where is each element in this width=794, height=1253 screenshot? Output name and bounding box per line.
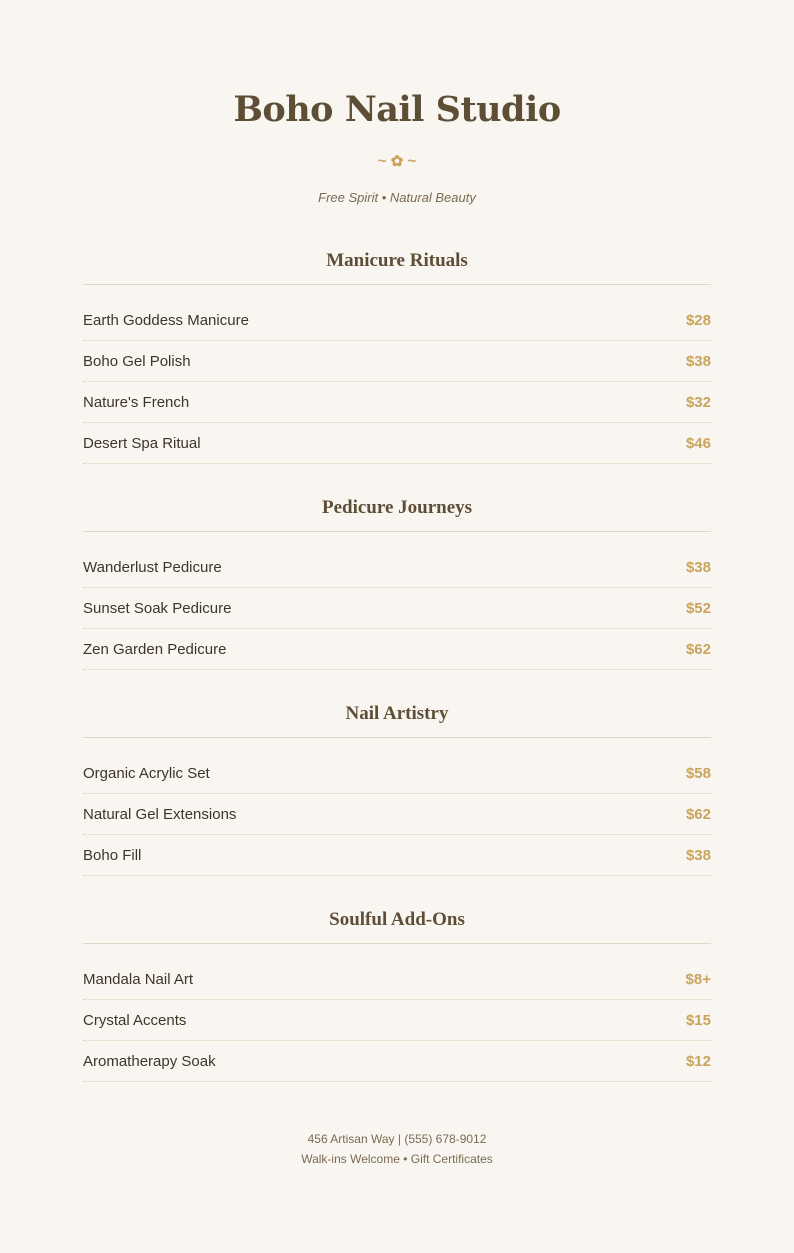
service-name: Boho Fill [83,846,142,864]
service-item [83,835,711,876]
service-name: Desert Spa Ritual [83,434,201,452]
service-list [83,753,711,876]
service-name: Organic Acrylic Set [83,764,210,782]
service-price: $28 [685,311,711,329]
service-price: $12 [685,1052,711,1070]
service-list [83,547,711,670]
address-phone: 456 Artisan Way | (555) 678-9012 [307,1132,487,1146]
service-name: Nature's French [83,393,190,411]
service-name: Natural Gel Extensions [83,805,237,823]
service-price: $52 [685,599,711,617]
service-item [83,588,711,629]
service-name: Sunset Soak Pedicure [83,599,232,617]
service-item [83,423,711,464]
service-price: $62 [685,640,711,658]
service-price: $32 [685,393,711,411]
service-item [83,629,711,670]
tagline: Free Spirit • Natural Beauty [318,190,476,205]
section-title: Manicure Rituals [83,249,711,285]
section-soulful-add-ons [83,908,711,1082]
service-price: $15 [685,1011,711,1029]
service-name: Crystal Accents [83,1011,187,1029]
service-list [83,959,711,1082]
service-name: Boho Gel Polish [83,352,191,370]
footer-notes: Walk-ins Welcome • Gift Certificates [301,1152,493,1166]
service-item [83,341,711,382]
section-manicure-rituals [83,249,711,464]
menu-footer [83,1129,711,1169]
service-item [83,794,711,835]
service-price: $38 [685,558,711,576]
service-name: Zen Garden Pedicure [83,640,227,658]
service-name: Wanderlust Pedicure [83,558,222,576]
flower-ornament-icon: ~ ✿ ~ [377,153,417,170]
service-item [83,753,711,794]
service-name: Mandala Nail Art [83,970,194,988]
section-title: Soulful Add-Ons [83,908,711,944]
service-item [83,382,711,423]
section-pedicure-journeys [83,496,711,670]
service-price: $38 [685,846,711,864]
service-price: $62 [685,805,711,823]
section-title: Nail Artistry [83,702,711,738]
service-price: $38 [685,352,711,370]
section-nail-artistry [83,702,711,876]
service-item [83,547,711,588]
section-title: Pedicure Journeys [83,496,711,532]
service-list [83,300,711,464]
service-item [83,300,711,341]
service-item [83,959,711,1000]
menu-page [83,0,711,1169]
studio-title: Boho Nail Studio [233,89,561,130]
service-price: $58 [685,764,711,782]
menu-header [83,86,711,207]
service-name: Earth Goddess Manicure [83,311,249,329]
service-price: $46 [685,434,711,452]
service-item [83,1041,711,1082]
service-name: Aromatherapy Soak [83,1052,216,1070]
service-item [83,1000,711,1041]
service-price: $8+ [685,970,711,988]
